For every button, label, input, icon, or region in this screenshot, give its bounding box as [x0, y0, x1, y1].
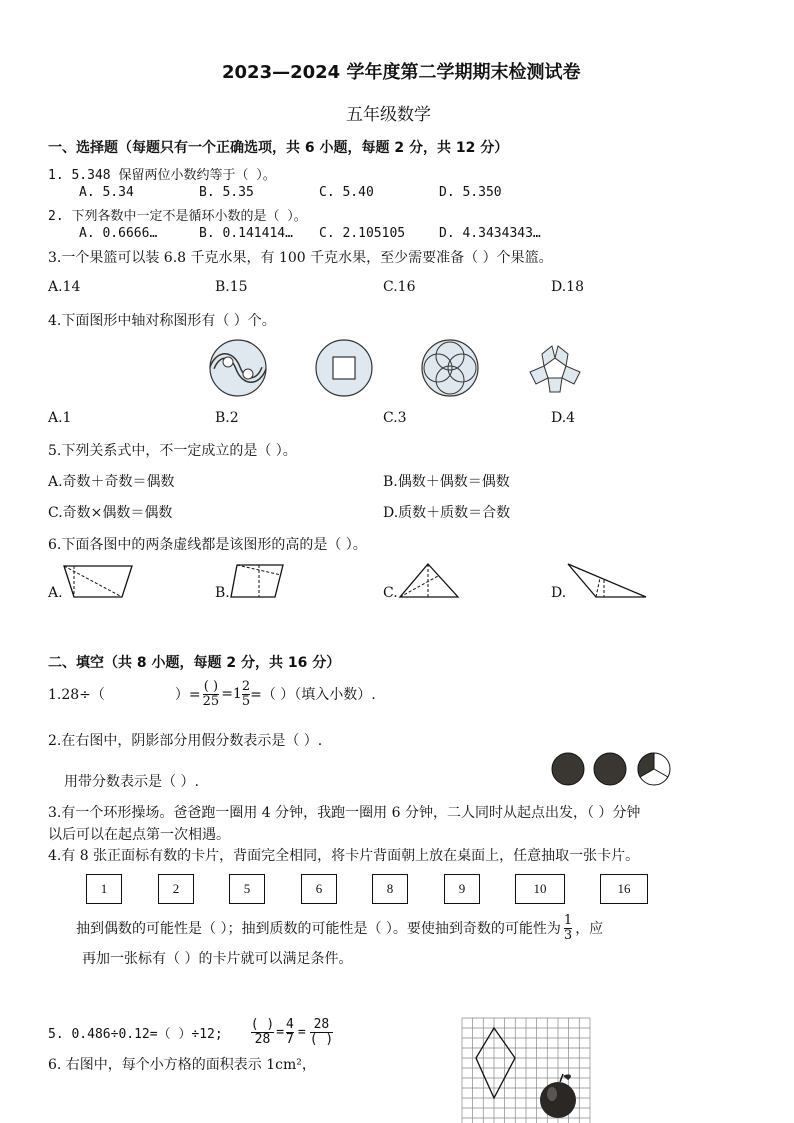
- triangle-figure-d: [566, 562, 648, 600]
- s2-q4-line3: 再加一张标有（ ）的卡片就可以满足条件。: [82, 951, 353, 967]
- s1-q4-option-d: D.4: [551, 410, 576, 426]
- page-subtitle: 五年级数学: [346, 105, 431, 125]
- s1-q6-option-b: B.: [215, 585, 230, 601]
- s2-q5: [48, 1018, 333, 1046]
- number-card: 5: [229, 874, 265, 904]
- s1-q2-option-c: C. 2.105105: [319, 226, 406, 241]
- s1-q5-option-c: C.奇数×偶数＝偶数: [48, 505, 173, 521]
- s2-q4-line2-text: 抽到偶数的可能性是（ ）；抽到质数的可能性是（ ）。要使抽到奇数的可能性为: [76, 921, 561, 938]
- s1-q2-option-d: D. 4.3434343…: [439, 226, 541, 241]
- s2-q4-fraction: $\frac{1}{3}$: [563, 913, 573, 943]
- page-title: 2023—2024 学年度第二学期期末检测试卷: [222, 62, 581, 83]
- s1-q4-option-a: A.1: [48, 410, 72, 426]
- s1-q3-stem: 3.一个果篮可以装 6.8 千克水果，有 100 千克水果，至少需要准备（ ）个果篮。: [48, 250, 553, 266]
- section2-heading: 二、填空（共 8 小题，每题 2 分，共 16 分）: [48, 655, 341, 671]
- s1-q4-stem: 4.下面图形中轴对称图形有（ ）个。: [48, 313, 276, 329]
- grid-figure: [462, 1018, 590, 1123]
- s2-q1-prefix: 1.28÷（: [48, 687, 105, 704]
- section1-heading: 一、选择题（每题只有一个正确选项，共 6 小题，每题 2 分，共 12 分）: [48, 140, 509, 156]
- s1-q2-stem: 2. 下列各数中一定不是循环小数的是（ ）。: [48, 209, 307, 224]
- s1-q6-option-d: D.: [551, 585, 567, 601]
- symmetric-figure-4: [524, 338, 586, 398]
- s1-q1-option-d: D. 5.350: [439, 185, 502, 200]
- s2-q4-line2: [76, 914, 603, 942]
- symmetric-figure-2: [314, 338, 374, 398]
- s2-q1-eq2: =1: [221, 686, 242, 703]
- number-card: 1: [86, 874, 122, 904]
- s2-q4-line2-tail: ，应: [575, 921, 604, 938]
- s1-q1-stem: 1. 5.348 保留两位小数约等于（ ）。: [48, 168, 276, 183]
- s2-q1-mid: ）=: [174, 687, 201, 704]
- number-card: 2: [158, 874, 194, 904]
- trapezoid-figure: [62, 564, 134, 600]
- s1-q3-option-a: A.14: [48, 279, 81, 295]
- s1-q2-option-b: B. 0.141414…: [199, 226, 293, 241]
- s1-q3-option-b: B.15: [215, 279, 248, 295]
- s2-q5-fraction-3: $\frac{28}{( )}$: [309, 1017, 334, 1047]
- triangle-figure-c: [398, 562, 460, 600]
- s2-q1: [48, 680, 376, 708]
- s1-q1-option-b: B. 5.35: [199, 185, 254, 200]
- s1-q2-option-a: A. 0.6666…: [79, 226, 158, 241]
- number-card: 10: [515, 874, 565, 904]
- s2-q2-line1: 2.在右图中，阴影部分用假分数表示是（ ）.: [48, 733, 323, 749]
- s1-q5-option-a: A.奇数＋奇数＝偶数: [48, 474, 175, 490]
- s2-q4-line1: 4.有 8 张正面标有数的卡片，背面完全相同，将卡片背面朝上放在桌面上，任意抽取一张卡片。: [48, 848, 640, 864]
- s1-q3-option-c: C.16: [383, 279, 416, 295]
- number-card: 9: [444, 874, 480, 904]
- s2-q5-eq2: =: [297, 1024, 306, 1040]
- s2-q1-mixed-fraction: $\frac{2}{5}$: [241, 679, 251, 709]
- s2-q1-tail: =（ ）（填入小数）.: [250, 687, 376, 704]
- s2-q5-fraction-1: $\frac{( )}{28}$: [250, 1017, 275, 1047]
- s1-q3-option-d: D.18: [551, 279, 584, 295]
- s1-q4-option-b: B.2: [215, 410, 239, 426]
- symmetric-figure-1: [208, 338, 268, 398]
- s1-q1-option-c: C. 5.40: [319, 185, 374, 200]
- s1-q5-stem: 5.下列关系式中，不一定成立的是（ ）。: [48, 443, 297, 459]
- s1-q5-option-d: D.质数＋质数＝合数: [383, 505, 511, 521]
- s2-q3-line2: 以后可以在起点第一次相遇。: [48, 827, 230, 843]
- s2-q3-line1: 3.有一个环形操场。爸爸跑一圈用 4 分钟，我跑一圈用 6 分钟，二人同时从起点出发，（ ）分钟: [48, 805, 641, 821]
- s1-q4-option-c: C.3: [383, 410, 407, 426]
- s2-q1-fraction-1: $\frac{( )}{25}$: [202, 679, 220, 709]
- shaded-circles-figure: [550, 751, 674, 787]
- s1-q6-stem: 6.下面各图中的两条虚线都是该图形的高的是（ ）。: [48, 537, 367, 553]
- s1-q6-option-a: A.: [48, 585, 63, 601]
- s1-q6-option-c: C.: [383, 585, 398, 601]
- s2-q5-fraction-2: $\frac{4}{7}$: [286, 1017, 294, 1047]
- s2-q2-line2: 用带分数表示是（ ）.: [64, 774, 199, 790]
- parallelogram-figure: [229, 563, 285, 599]
- s2-q5-eq: =: [276, 1024, 285, 1040]
- number-card: 8: [372, 874, 408, 904]
- number-card: 6: [301, 874, 337, 904]
- s1-q5-option-b: B.偶数＋偶数＝偶数: [383, 474, 510, 490]
- number-card: 16: [600, 874, 648, 904]
- symmetric-figure-3: [420, 338, 480, 398]
- s1-q1-option-a: A. 5.34: [79, 185, 134, 200]
- s2-q5-text: 5. 0.486÷0.12=（ ）÷12;: [48, 1026, 223, 1042]
- s2-q6-text: 6. 右图中，每个小方格的面积表示 1cm²，: [48, 1057, 316, 1073]
